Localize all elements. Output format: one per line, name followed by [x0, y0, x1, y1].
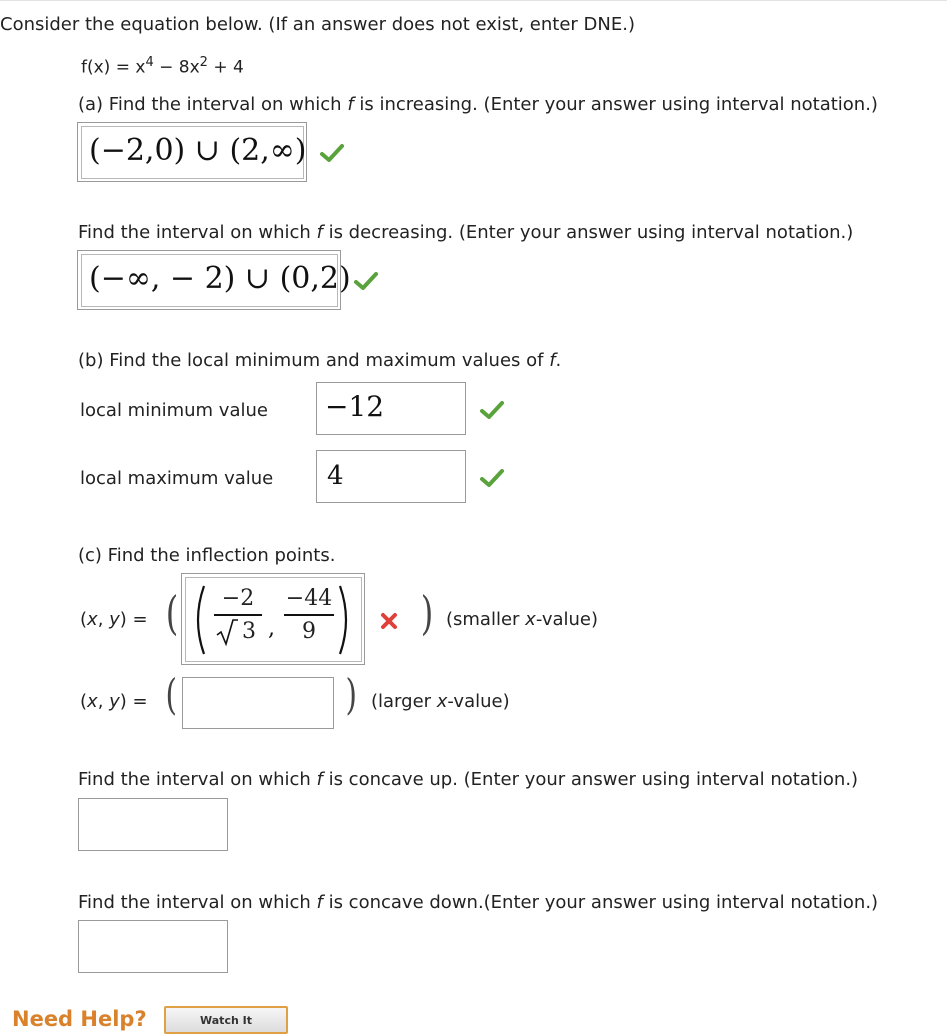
question-intro: Consider the equation below. (If an answer does not exist, enter DNE.) — [0, 14, 635, 35]
xy-open: ( — [80, 609, 88, 630]
fraction-bar — [284, 614, 334, 616]
prompt-text: is concave up. (Enter your answer using interval notation.) — [322, 769, 859, 790]
prompt-text: (a) Find the interval on which — [78, 94, 348, 115]
local-max-label: local maximum value — [80, 468, 274, 489]
point-2-note — [371, 691, 510, 712]
point-1-note — [446, 609, 598, 630]
prompt-text: is decreasing. (Enter your answer using interval notation.) — [322, 222, 854, 243]
prompt-text: (b) Find the local minimum and maximum values of — [78, 350, 550, 371]
function-exp1: 4 — [145, 55, 154, 70]
xy-comma: , — [97, 609, 110, 630]
fraction-bar — [214, 614, 262, 616]
prompt-f: f — [316, 769, 323, 790]
note-x: x — [436, 691, 448, 712]
note-x: x — [525, 609, 536, 630]
function-mid: − 8x — [153, 57, 200, 78]
outer-close-paren: ) — [345, 670, 357, 719]
decreasing-answer-field[interactable] — [81, 254, 351, 307]
local-max-answer-field[interactable] — [316, 450, 466, 503]
concave-up-prompt — [78, 769, 858, 790]
prompt-f: f — [316, 892, 323, 913]
decreasing-prompt — [78, 222, 853, 243]
increasing-answer-field[interactable] — [81, 126, 307, 179]
need-help-label: Need Help? — [12, 1007, 147, 1031]
y-numerator: −44 — [285, 586, 333, 611]
note-text: (smaller — [446, 609, 526, 630]
part-b-prompt — [78, 350, 561, 371]
x-fraction — [212, 586, 264, 646]
big-close-paren — [338, 584, 354, 656]
check-icon — [354, 272, 378, 290]
prompt-text: Find the interval on which — [78, 769, 317, 790]
inflection-point-2-field[interactable] — [182, 677, 334, 729]
concave-up-answer-field[interactable] — [78, 798, 228, 851]
part-c-prompt: (c) Find the inflection points. — [78, 545, 336, 566]
xy-y: y — [109, 691, 120, 712]
prompt-text: Find the interval on which — [78, 892, 317, 913]
top-divider — [0, 0, 947, 1]
y-denominator: 9 — [302, 619, 316, 644]
outer-close-paren: ) — [420, 586, 434, 640]
local-min-answer-field[interactable] — [316, 382, 466, 435]
outer-open-paren: ( — [165, 670, 177, 719]
xy-x: x — [87, 609, 98, 630]
note-text: (larger — [371, 691, 437, 712]
check-icon — [320, 144, 344, 162]
function-lhs: f(x) = x — [81, 57, 146, 78]
check-icon — [480, 401, 504, 419]
note-text: -value) — [535, 609, 599, 630]
xy-open: ( — [80, 691, 88, 712]
xy-x: x — [87, 691, 98, 712]
outer-open-paren: ( — [165, 586, 179, 640]
x-denominator — [212, 618, 264, 646]
function-rhs: + 4 — [207, 57, 244, 78]
watch-it-button[interactable] — [164, 1006, 288, 1034]
x-denominator-value: 3 — [242, 619, 256, 644]
prompt-text: is increasing. (Enter your answer using interval notation.) — [353, 94, 878, 115]
function-definition — [81, 55, 244, 78]
local-min-answer-value: −12 — [325, 390, 385, 423]
sqrt-icon — [216, 618, 238, 646]
increasing-answer-value: (−2,0) ∪ (2,∞) — [89, 133, 307, 168]
prompt-text: . — [555, 350, 562, 371]
big-open-paren — [190, 584, 206, 656]
xy-label — [80, 691, 148, 712]
prompt-f: f — [549, 350, 556, 371]
prompt-text: is concave down.(Enter your answer using interval notation.) — [322, 892, 879, 913]
watch-it-label: Watch It — [200, 1014, 252, 1027]
xy-comma: , — [97, 691, 110, 712]
increasing-prompt — [78, 94, 878, 115]
xy-close: ) = — [119, 609, 148, 630]
local-min-label: local minimum value — [80, 400, 268, 421]
concave-down-prompt — [78, 892, 878, 913]
note-text: -value) — [447, 691, 510, 712]
prompt-f: f — [316, 222, 323, 243]
local-max-answer-value: 4 — [327, 461, 344, 491]
decreasing-answer-value: (−∞, − 2) ∪ (0,2) — [89, 261, 351, 296]
xy-y: y — [109, 609, 120, 630]
x-numerator: −2 — [221, 586, 255, 611]
point-comma: , — [268, 616, 275, 641]
prompt-f: f — [347, 94, 354, 115]
prompt-text: Find the interval on which — [78, 222, 317, 243]
xy-label — [80, 609, 148, 630]
y-fraction — [282, 586, 336, 646]
inflection-point-1-field[interactable] — [185, 577, 362, 662]
concave-down-answer-field[interactable] — [78, 920, 228, 973]
check-icon — [480, 469, 504, 487]
function-exp2: 2 — [199, 55, 208, 70]
cross-icon — [380, 612, 398, 630]
xy-close: ) = — [119, 691, 148, 712]
